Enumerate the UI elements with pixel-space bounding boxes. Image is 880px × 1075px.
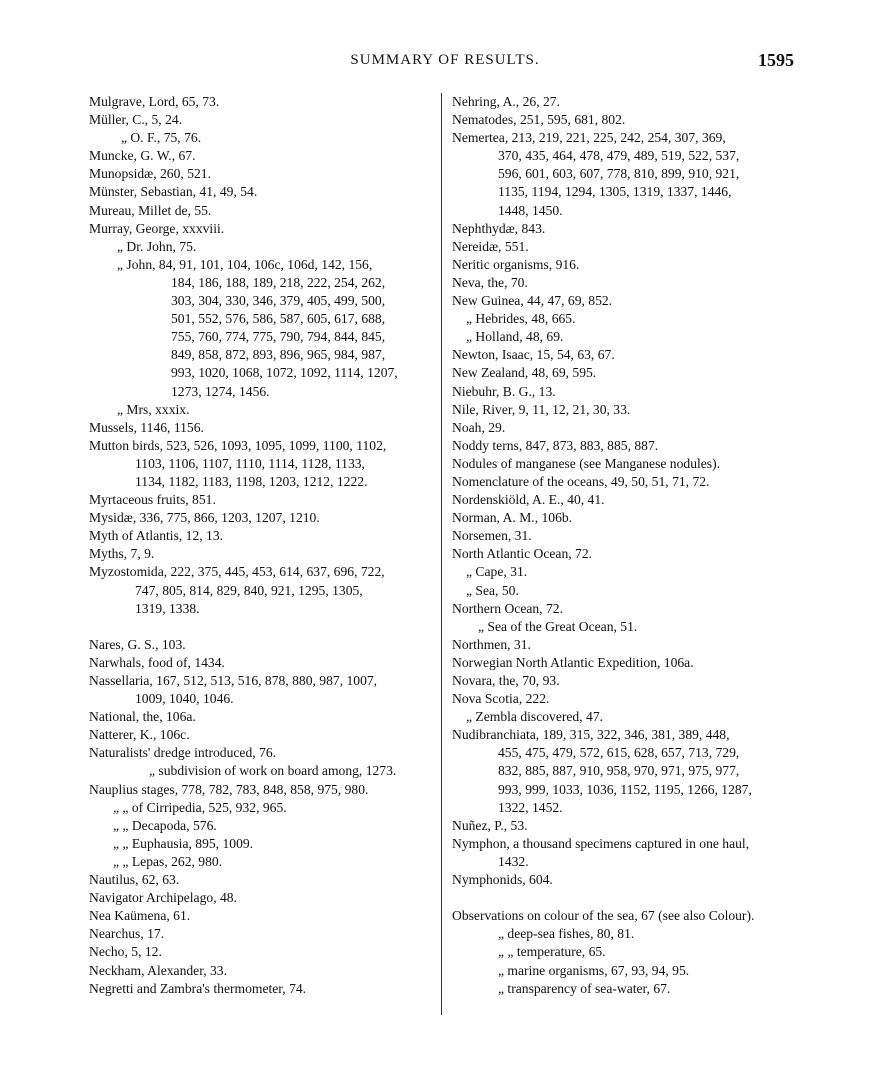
- index-entry: Niebuhr, B. G., 13.: [452, 383, 556, 399]
- index-entry: Norwegian North Atlantic Expedition, 106a.: [452, 654, 694, 670]
- index-entry: Nodules of manganese (see Manganese nodules).: [452, 455, 721, 471]
- index-entry: Myzostomida, 222, 375, 445, 453, 614, 637, 696, 722,: [89, 564, 385, 580]
- index-entry: „ O. F., 75, 76.: [121, 130, 202, 146]
- index-entry: New Zealand, 48, 69, 595.: [452, 365, 597, 381]
- index-entry: 747, 805, 814, 829, 840, 921, 1295, 1305,: [135, 582, 363, 598]
- index-entry: Nova Scotia, 222.: [452, 691, 550, 707]
- index-entry: 993, 1020, 1068, 1072, 1092, 1114, 1207,: [171, 365, 398, 381]
- index-entry: Northern Ocean, 72.: [452, 600, 563, 616]
- index-entry: 1432.: [498, 853, 529, 869]
- index-entry: „ Zembla discovered, 47.: [466, 709, 604, 725]
- index-entry: Neva, the, 70.: [452, 274, 528, 290]
- index-entry: 303, 304, 330, 346, 379, 405, 499, 500,: [171, 293, 386, 309]
- page-number: 1595: [758, 50, 794, 70]
- index-entry: Muncke, G. W., 67.: [89, 148, 196, 164]
- index-entry: Necho, 5, 12.: [89, 944, 162, 960]
- index-entry: „ John, 84, 91, 101, 104, 106c, 106d, 142, 156,: [117, 256, 373, 272]
- index-entry: National, the, 106a.: [89, 709, 196, 725]
- index-entry: „ Hebrides, 48, 665.: [466, 311, 576, 327]
- index-entry: 1103, 1106, 1107, 1110, 1114, 1128, 1133,: [135, 455, 365, 471]
- page-header: [0, 50, 880, 74]
- index-entry: Nordenskiöld, A. E., 40, 41.: [452, 492, 605, 508]
- index-entry: Nymphonids, 604.: [452, 872, 553, 888]
- index-entry: „ deep-sea fishes, 80, 81.: [498, 926, 635, 942]
- index-entry: 1009, 1040, 1046.: [135, 691, 234, 707]
- index-entry: „ subdivision of work on board among, 1273.: [149, 763, 397, 779]
- index-entry: Newton, Isaac, 15, 54, 63, 67.: [452, 347, 615, 363]
- index-entry: Nemertea, 213, 219, 221, 225, 242, 254, 307, 369,: [452, 130, 726, 146]
- index-entry: Neckham, Alexander, 33.: [89, 962, 227, 978]
- index-entry: „ Cape, 31.: [466, 564, 528, 580]
- index-entry: 1134, 1182, 1183, 1198, 1203, 1212, 1222.: [135, 473, 368, 489]
- index-entry: „ Mrs, xxxix.: [117, 401, 190, 417]
- index-entry: „ marine organisms, 67, 93, 94, 95.: [498, 962, 690, 978]
- index-entry: Mysidæ, 336, 775, 866, 1203, 1207, 1210.: [89, 510, 320, 526]
- index-entry: Nereidæ, 551.: [452, 238, 529, 254]
- index-entry: Nehring, A., 26, 27.: [452, 94, 560, 109]
- index-entry: „ Sea, 50.: [466, 582, 519, 598]
- index-entry: 1273, 1274, 1456.: [171, 383, 270, 399]
- index-column-right: [452, 93, 797, 998]
- index-entry: 755, 760, 774, 775, 790, 794, 844, 845,: [171, 329, 386, 345]
- index-column-left: [89, 93, 435, 998]
- index-entry: Observations on colour of the sea, 67 (see also Colour).: [452, 908, 755, 924]
- index-entry: Myth of Atlantis, 12, 13.: [89, 528, 224, 544]
- index-entry: Narwhals, food of, 1434.: [89, 654, 225, 670]
- index-entry: Murray, George, xxxviii.: [89, 220, 225, 236]
- index-entry: Noddy terns, 847, 873, 883, 885, 887.: [452, 437, 659, 453]
- column-divider: [441, 93, 442, 1015]
- index-entry: Müller, C., 5, 24.: [89, 112, 183, 128]
- index-entry: 596, 601, 603, 607, 778, 810, 899, 910, 921,: [498, 166, 740, 182]
- index-entry: Nauplius stages, 778, 782, 783, 848, 858, 975, 980.: [89, 781, 369, 797]
- index-entry: 184, 186, 188, 189, 218, 222, 254, 262,: [171, 274, 386, 290]
- index-entry: Navigator Archipelago, 48.: [89, 890, 237, 906]
- section-gap: [89, 618, 435, 636]
- index-entry: Nearchus, 17.: [89, 926, 165, 942]
- index-entry: North Atlantic Ocean, 72.: [452, 546, 593, 562]
- index-entry: Mulgrave, Lord, 65, 73.: [89, 94, 220, 109]
- index-entry: „ Sea of the Great Ocean, 51.: [478, 618, 638, 634]
- index-entry: 832, 885, 887, 910, 958, 970, 971, 975, 977,: [498, 763, 740, 779]
- index-entry: 501, 552, 576, 586, 587, 605, 617, 688,: [171, 311, 386, 327]
- running-title: SUMMARY OF RESULTS.: [350, 52, 540, 68]
- index-entry: 849, 858, 872, 893, 896, 965, 984, 987,: [171, 347, 386, 363]
- index-entry: Nassellaria, 167, 512, 513, 516, 878, 880, 987, 1007,: [89, 673, 378, 688]
- index-entry: Novara, the, 70, 93.: [452, 673, 560, 688]
- index-entry: Nile, River, 9, 11, 12, 21, 30, 33.: [452, 401, 631, 417]
- index-entry: Nea Kaümena, 61.: [89, 908, 191, 924]
- index-entry: Noah, 29.: [452, 419, 506, 435]
- index-entry: 370, 435, 464, 478, 479, 489, 519, 522, 537,: [498, 148, 740, 164]
- index-entry: Myths, 7, 9.: [89, 546, 155, 562]
- index-entry: „ „ of Cirripedia, 525, 932, 965.: [113, 799, 287, 815]
- index-entry: Mutton birds, 523, 526, 1093, 1095, 1099, 1100, 1102,: [89, 437, 387, 453]
- index-entry: 1322, 1452.: [498, 799, 563, 815]
- index-entry: Neritic organisms, 916.: [452, 256, 580, 272]
- index-entry: Norman, A. M., 106b.: [452, 510, 573, 526]
- index-entry: Northmen, 31.: [452, 636, 531, 652]
- index-entry: 455, 475, 479, 572, 615, 628, 657, 713, 729,: [498, 745, 740, 761]
- index-entry: Münster, Sebastian, 41, 49, 54.: [89, 184, 258, 200]
- index-entry: Negretti and Zambra's thermometer, 74.: [89, 980, 307, 996]
- index-entry: Mussels, 1146, 1156.: [89, 419, 204, 435]
- index-entry: 1448, 1450.: [498, 202, 563, 218]
- index-entry: Nudibranchiata, 189, 315, 322, 346, 381, 389, 448,: [452, 727, 730, 743]
- index-entry: „ transparency of sea-water, 67.: [498, 980, 671, 996]
- index-entry: „ „ Lepas, 262, 980.: [113, 853, 223, 869]
- index-entry: Nymphon, a thousand specimens captured in one haul,: [452, 835, 750, 851]
- index-entry: New Guinea, 44, 47, 69, 852.: [452, 293, 613, 309]
- index-entry: „ „ Decapoda, 576.: [113, 817, 217, 833]
- index-entry: 1319, 1338.: [135, 600, 200, 616]
- index-entry: 1135, 1194, 1294, 1305, 1319, 1337, 1446,: [498, 184, 732, 200]
- index-entry: „ Dr. John, 75.: [117, 238, 197, 254]
- index-entry: 993, 999, 1033, 1036, 1152, 1195, 1266, 1287,: [498, 781, 752, 797]
- index-entry: Munopsidæ, 260, 521.: [89, 166, 211, 182]
- index-entry: Nomenclature of the oceans, 49, 50, 51, 71, 72.: [452, 473, 710, 489]
- index-entry: Natterer, K., 106c.: [89, 727, 190, 743]
- index-entry: „ „ temperature, 65.: [498, 944, 606, 960]
- index-entry: Naturalists' dredge introduced, 76.: [89, 745, 277, 761]
- index-entry: Norsemen, 31.: [452, 528, 532, 544]
- index-entry: Mureau, Millet de, 55.: [89, 202, 212, 218]
- index-entry: Nematodes, 251, 595, 681, 802.: [452, 112, 626, 128]
- index-entry: „ „ Euphausia, 895, 1009.: [113, 835, 254, 851]
- index-entry: Nautilus, 62, 63.: [89, 872, 180, 888]
- index-entry: Nares, G. S., 103.: [89, 636, 186, 652]
- index-entry: Myrtaceous fruits, 851.: [89, 492, 216, 508]
- index-entry: „ Holland, 48, 69.: [466, 329, 564, 345]
- index-entry: Nuñez, P., 53.: [452, 817, 528, 833]
- section-gap: [452, 889, 797, 907]
- index-entry: Nephthydæ, 843.: [452, 220, 546, 236]
